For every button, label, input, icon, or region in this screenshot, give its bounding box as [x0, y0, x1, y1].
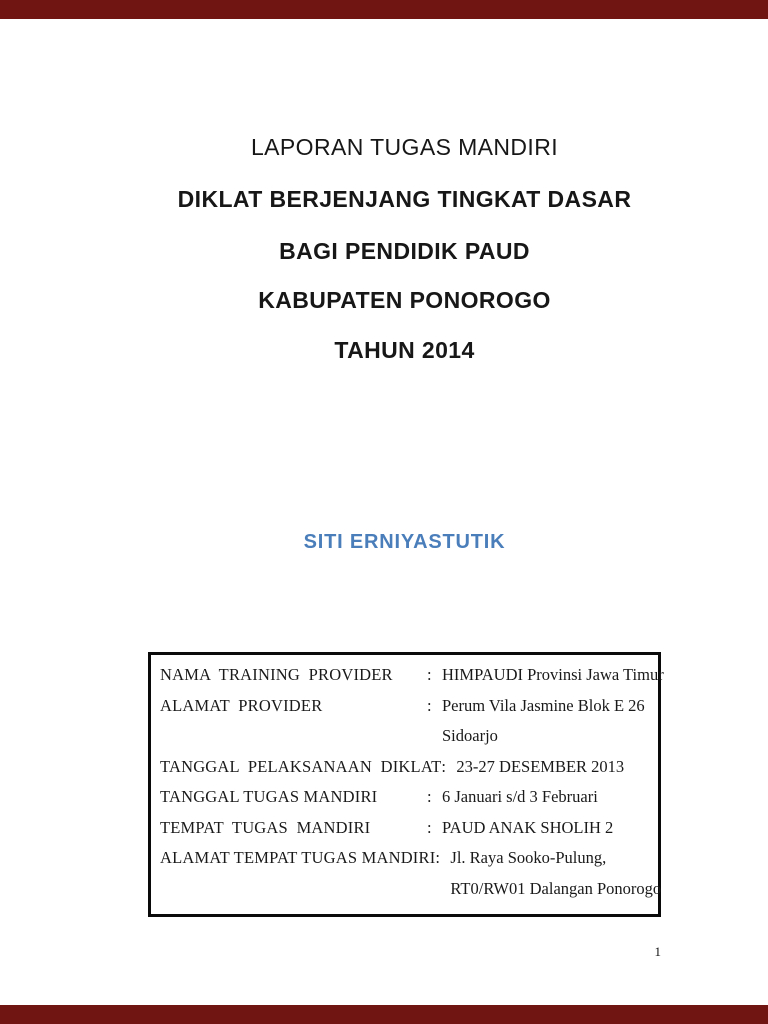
field-value [442, 782, 648, 813]
document-title-line-4: KABUPATEN PONOROGO [258, 287, 551, 313]
field-value-line: PAUD ANAK SHOLIH 2 [442, 817, 614, 837]
field-separator: : [427, 787, 432, 806]
field-value-line: Sidoarjo [442, 726, 498, 745]
table-row [160, 782, 648, 813]
field-separator: : [427, 665, 432, 684]
field-separator: : [427, 817, 432, 837]
field-value-line: HIMPAUDI Provinsi Jawa Timur [442, 665, 664, 684]
field-label: TANGGAL PELAKSANAAN DIKLAT [160, 756, 442, 776]
field-separator: : [441, 756, 446, 776]
table-row [160, 813, 648, 844]
document-title-line-5: TAHUN 2014 [334, 337, 475, 363]
document-title-line-1: LAPORAN TUGAS MANDIRI [250, 134, 559, 160]
field-value-line: RT0/RW01 Dalangan Ponorogo [450, 878, 662, 898]
field-label: ALAMAT TEMPAT TUGAS MANDIRI [160, 848, 436, 867]
document-title-line-3: BAGI PENDIDIK PAUD [279, 238, 530, 264]
field-value-line: 6 Januari s/d 3 Februari [442, 787, 598, 806]
author-name: SITI ERNIYASTUTIK [303, 531, 506, 553]
field-value-line: Jl. Raya Sooko-Pulung, [450, 848, 607, 867]
table-row [160, 843, 662, 904]
field-value [450, 843, 661, 904]
field-value [442, 813, 648, 844]
field-value [456, 752, 648, 783]
field-value-line: 23-27 DESEMBER 2013 [456, 756, 625, 776]
document-title-line-2: DIKLAT BERJENJANG TINGKAT DASAR [177, 186, 632, 212]
training-info-table [148, 652, 664, 917]
field-label: ALAMAT PROVIDER [160, 695, 323, 715]
field-label: TANGGAL TUGAS MANDIRI [160, 787, 378, 806]
field-value [442, 691, 648, 752]
table-row [160, 691, 648, 752]
table-row [160, 752, 648, 783]
page-number: 1 [654, 944, 661, 959]
table-row [160, 660, 664, 691]
field-value-line: Perum Vila Jasmine Blok E 26 [442, 695, 645, 715]
field-value [442, 660, 664, 691]
field-separator: : [435, 848, 440, 867]
field-separator: : [427, 695, 432, 715]
bottom-edge-band [0, 1005, 768, 1024]
field-label: TEMPAT TUGAS MANDIRI [160, 817, 371, 837]
top-edge-band [0, 0, 768, 19]
field-label: NAMA TRAINING PROVIDER [160, 665, 393, 684]
